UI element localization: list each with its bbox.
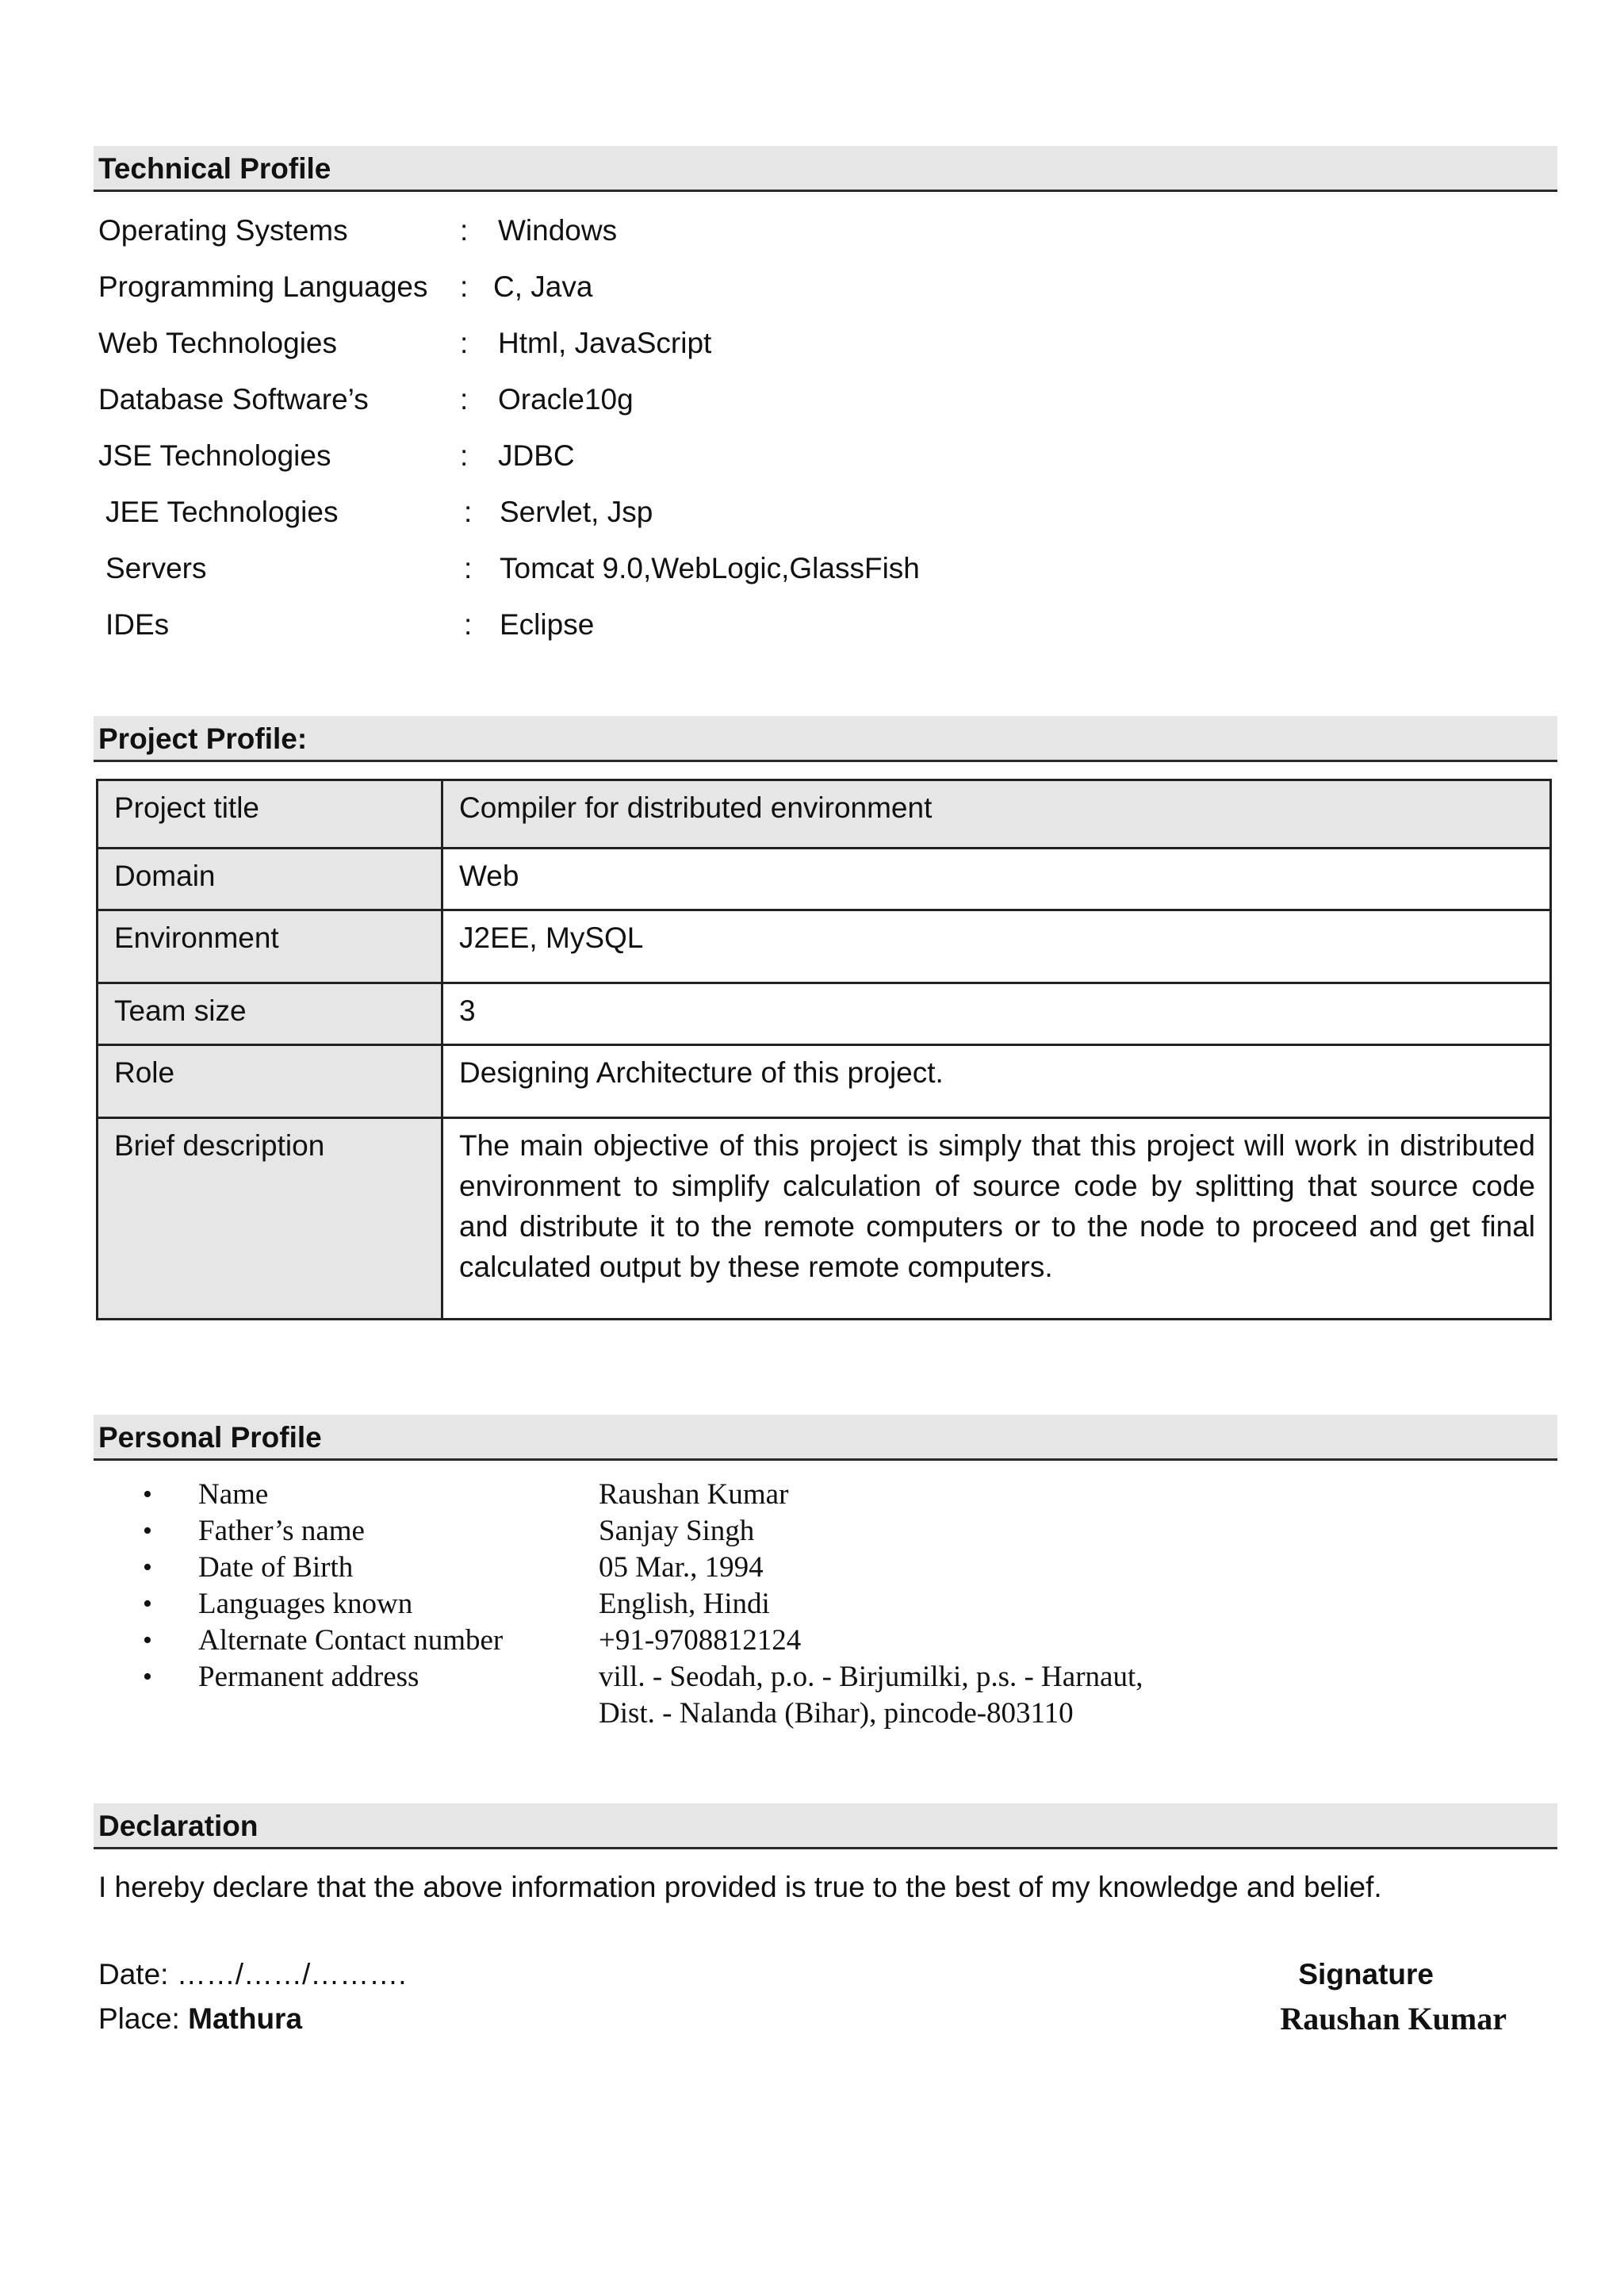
tech-colon: : bbox=[464, 496, 473, 528]
bullet-icon: • bbox=[143, 1589, 152, 1619]
personal-profile-heading: Personal Profile bbox=[94, 1415, 1557, 1461]
tech-colon: : bbox=[460, 214, 469, 247]
tech-colon: : bbox=[460, 327, 469, 359]
tech-row-operating-systems bbox=[98, 209, 1288, 253]
tech-label: Database Software’s bbox=[98, 383, 369, 416]
tech-row-jse-technologies bbox=[98, 434, 1288, 478]
tech-row-web-technologies bbox=[98, 321, 1288, 366]
tech-colon: : bbox=[464, 552, 473, 584]
project-table bbox=[96, 779, 1552, 1320]
project-label-cell: Role bbox=[98, 1045, 442, 1118]
table-row bbox=[98, 983, 1551, 1045]
tech-label: JSE Technologies bbox=[98, 439, 331, 472]
table-row bbox=[98, 1118, 1551, 1320]
table-row bbox=[98, 849, 1551, 910]
tech-value: Eclipse bbox=[500, 608, 595, 641]
tech-value: Tomcat 9.0,WebLogic,GlassFish bbox=[500, 552, 920, 584]
tech-colon: : bbox=[464, 608, 473, 641]
bullet-icon: • bbox=[143, 1626, 152, 1655]
project-value-cell: Web bbox=[442, 849, 1551, 910]
tech-label: Programming Languages bbox=[98, 270, 428, 303]
tech-value: Oracle10g bbox=[498, 383, 634, 416]
bullet-icon: • bbox=[143, 1662, 152, 1692]
list-item bbox=[143, 1513, 1253, 1550]
tech-row-jee-technologies bbox=[98, 490, 1288, 534]
tech-row-servers bbox=[98, 546, 1288, 591]
tech-label: Operating Systems bbox=[98, 214, 348, 247]
personal-label: Alternate Contact number bbox=[198, 1624, 504, 1657]
place-value: Mathura bbox=[188, 2002, 303, 2035]
tech-row-programming-languages bbox=[98, 265, 1288, 309]
personal-label: Name bbox=[198, 1478, 269, 1511]
personal-value: English, Hindi bbox=[599, 1588, 770, 1620]
project-label-cell: Environment bbox=[98, 910, 442, 983]
tech-label: Web Technologies bbox=[98, 327, 338, 359]
personal-value: +91-9708812124 bbox=[599, 1624, 802, 1657]
bullet-icon: • bbox=[143, 1480, 152, 1509]
list-item bbox=[143, 1477, 1253, 1513]
project-value-cell: Designing Architecture of this project. bbox=[442, 1045, 1551, 1118]
tech-colon: : bbox=[460, 270, 469, 303]
tech-value: Html, JavaScript bbox=[498, 327, 712, 359]
tech-row-ides bbox=[98, 603, 1288, 647]
tech-value: C, Java bbox=[493, 270, 593, 303]
tech-colon: : bbox=[460, 383, 469, 416]
bullet-icon: • bbox=[143, 1516, 152, 1546]
personal-label: Languages known bbox=[198, 1588, 413, 1620]
project-label-cell: Domain bbox=[98, 849, 442, 910]
tech-value: JDBC bbox=[498, 439, 575, 472]
table-row bbox=[98, 910, 1551, 983]
project-profile-heading: Project Profile: bbox=[94, 716, 1557, 762]
personal-value: Raushan Kumar bbox=[599, 1478, 789, 1511]
tech-value: Servlet, Jsp bbox=[500, 496, 653, 528]
tech-row-database-software bbox=[98, 377, 1288, 422]
place-line bbox=[98, 1997, 302, 2041]
project-value-cell: 3 bbox=[442, 983, 1551, 1045]
list-item bbox=[143, 1550, 1253, 1586]
personal-label: Father’s name bbox=[198, 1515, 365, 1547]
date-line: Date: ……/……/………. bbox=[98, 1958, 407, 1990]
tech-value: Windows bbox=[498, 214, 618, 247]
project-label-cell: Team size bbox=[98, 983, 442, 1045]
place-label: Place: bbox=[98, 2002, 189, 2035]
tech-label: JEE Technologies bbox=[105, 496, 339, 528]
list-item bbox=[143, 1623, 1253, 1659]
table-row bbox=[98, 1045, 1551, 1118]
project-value-cell: The main objective of this project is simply that this project will work in distributed environment to simplify calculation of source code by splitting that source code and distribute it to the remote computers or to the node to proceed and get final calculated output by these remote computers. bbox=[442, 1118, 1551, 1320]
list-item bbox=[143, 1586, 1253, 1623]
personal-value: 05 Mar., 1994 bbox=[599, 1551, 764, 1584]
list-item bbox=[143, 1659, 1253, 1695]
table-row bbox=[98, 780, 1551, 849]
project-label-cell: Project title bbox=[98, 780, 442, 849]
personal-value: vill. - Seodah, p.o. - Birjumilki, p.s. - Harnaut, bbox=[599, 1661, 1143, 1693]
signature-name: Raushan Kumar bbox=[1280, 2001, 1507, 2036]
list-item bbox=[143, 1695, 1253, 1732]
personal-details-list bbox=[143, 1477, 1253, 1732]
bullet-icon: • bbox=[143, 1553, 152, 1582]
project-value-cell: J2EE, MySQL bbox=[442, 910, 1551, 983]
technical-profile-heading: Technical Profile bbox=[94, 146, 1557, 192]
signature-label: Signature bbox=[1298, 1958, 1434, 1990]
declaration-text: I hereby declare that the above information provided is true to the best of my knowledge and belief. bbox=[98, 1871, 1382, 1903]
project-label-cell: Brief description bbox=[98, 1118, 442, 1320]
personal-label: Permanent address bbox=[198, 1661, 419, 1693]
tech-label: Servers bbox=[105, 552, 207, 584]
personal-label: Date of Birth bbox=[198, 1551, 354, 1584]
tech-colon: : bbox=[460, 439, 469, 472]
tech-label: IDEs bbox=[105, 608, 170, 641]
declaration-heading: Declaration bbox=[94, 1803, 1557, 1849]
address-line-2: Dist. - Nalanda (Bihar), pincode-803110 bbox=[599, 1697, 1074, 1730]
project-value-cell: Compiler for distributed environment bbox=[442, 780, 1551, 849]
personal-value: Sanjay Singh bbox=[599, 1515, 755, 1547]
